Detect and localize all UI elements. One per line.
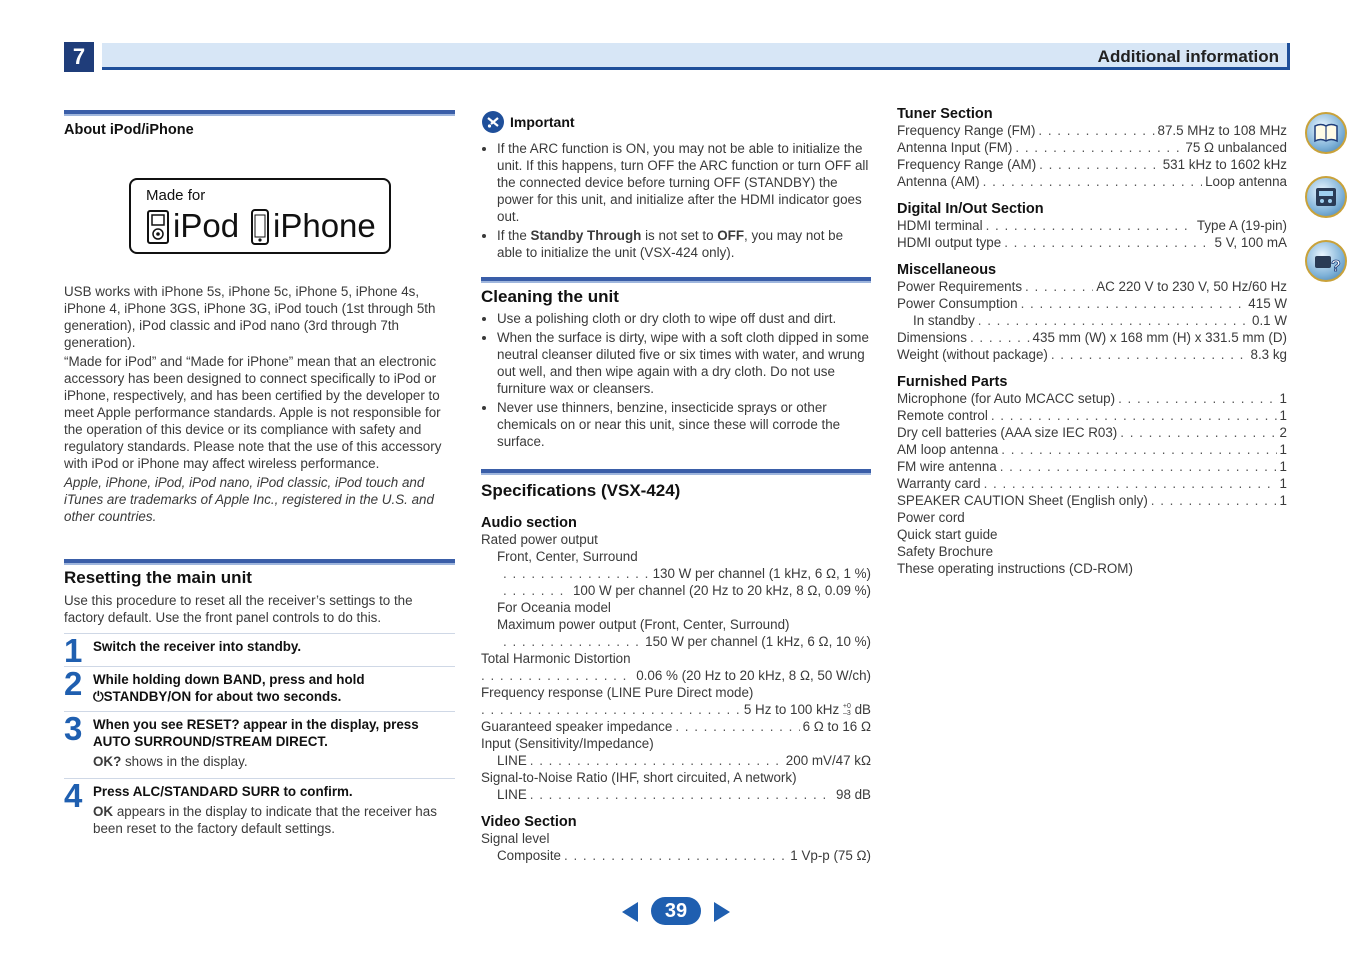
spec-row: AM loop antenna . . . 1 bbox=[897, 441, 1287, 458]
spec-row: Warranty card . . . 1 bbox=[897, 475, 1287, 492]
spec-row: Frequency Range (AM) . . . 531 kHz to 1602 kHz bbox=[897, 156, 1287, 173]
header-bar bbox=[102, 43, 1290, 70]
parts-heading: Furnished Parts bbox=[897, 374, 1008, 390]
middle-column bbox=[481, 110, 871, 864]
spec-text: Front, Center, Surround bbox=[497, 549, 638, 564]
spec-text: Power cord bbox=[897, 510, 965, 525]
step-note: appears in the display to indicate that the receiver has been reset to the factory default settings. bbox=[93, 804, 437, 836]
spec-row: Microphone (for Auto MCACC setup) . . . 1 bbox=[897, 390, 1287, 407]
section-rule bbox=[481, 277, 871, 283]
video-heading: Video Section bbox=[481, 814, 577, 830]
made-for-ipod-iphone-logo bbox=[129, 178, 391, 254]
step-title: Switch the receiver into standby. bbox=[93, 639, 302, 654]
step-number: 4 bbox=[64, 777, 83, 814]
trademark-paragraph: Apple, iPhone, iPod, iPod nano, iPod classic, iPod touch and iTunes are trademarks of Apple Inc., registered in the U.S. and other countries. bbox=[64, 475, 434, 524]
spec-row: Power Requirements . . . AC 220 V to 230 V, 50 Hz/60 Hz bbox=[897, 278, 1287, 295]
spec-row: . . . 130 W per channel (1 kHz, 6 Ω, 1 %) bbox=[481, 565, 871, 582]
spec-text: For Oceania model bbox=[497, 600, 611, 615]
ipod-heading: About iPod/iPhone bbox=[64, 122, 194, 138]
spec-text: Maximum power output (Front, Center, Surround) bbox=[497, 617, 790, 632]
important-label: Important bbox=[510, 113, 575, 130]
spec-row: In standby . . . 0.1 W bbox=[897, 312, 1287, 329]
spec-row: . . . 150 W per channel (1 kHz, 6 Ω, 10 %) bbox=[481, 633, 871, 650]
spec-row: Antenna (AM) . . . Loop antenna bbox=[897, 173, 1287, 190]
digital-heading: Digital In/Out Section bbox=[897, 201, 1044, 217]
page-number: 39 bbox=[651, 897, 701, 925]
spec-row: Weight (without package) . . . 8.3 kg bbox=[897, 346, 1287, 363]
spec-row: HDMI terminal . . . Type A (19-pin) bbox=[897, 217, 1287, 234]
spec-row: Power Consumption . . . 415 W bbox=[897, 295, 1287, 312]
important-icon bbox=[481, 110, 505, 134]
step-note: shows in the display. bbox=[121, 754, 248, 769]
header-title: Additional information bbox=[1097, 47, 1279, 66]
reset-intro: Use this procedure to reset all the receiver’s settings to the factory default. Use the front panel controls to do this. bbox=[64, 593, 413, 625]
list-item: • Use a polishing cloth or dry cloth to wipe off dust and dirt. bbox=[497, 310, 871, 327]
spec-row: . . . 0.06 % (20 Hz to 20 kHz, 8 Ω, 50 W/ch) bbox=[481, 667, 871, 684]
audio-heading: Audio section bbox=[481, 515, 577, 531]
step-1 bbox=[64, 632, 455, 669]
step-number: 1 bbox=[64, 632, 83, 669]
cleaning-heading: Cleaning the unit bbox=[481, 287, 619, 306]
spec-row: . . . 100 W per channel (20 Hz to 20 kHz, 8 Ω, 0.09 %) bbox=[481, 582, 871, 599]
spec-text: Signal-to-Noise Ratio (IHF, short circuited, A network) bbox=[481, 770, 797, 785]
spec-text: Signal level bbox=[481, 831, 550, 846]
step-4 bbox=[64, 778, 455, 837]
section-rule bbox=[64, 559, 455, 565]
spec-row: Guaranteed speaker impedance . . . 6 Ω to 16 Ω bbox=[481, 718, 871, 735]
spec-text: Frequency response (LINE Pure Direct mode) bbox=[481, 685, 754, 700]
reset-section bbox=[64, 559, 455, 837]
spec-row: LINE . . . 200 mV/47 kΩ bbox=[481, 752, 871, 769]
iphone-icon bbox=[251, 209, 269, 245]
spec-row: HDMI output type . . . 5 V, 100 mA bbox=[897, 234, 1287, 251]
spec-text: These operating instructions (CD-ROM) bbox=[897, 561, 1133, 576]
list-item: • If the Standby Through is not set to OFF, you may not be able to initialize the unit (VSX-424 only). bbox=[497, 227, 871, 261]
prev-page-icon[interactable] bbox=[620, 900, 640, 924]
step-note-bold: OK? bbox=[93, 754, 122, 769]
book-icon[interactable] bbox=[1305, 112, 1347, 154]
step-3 bbox=[64, 711, 455, 776]
list-item: • Never use thinners, benzine, insecticide sprays or other chemicals on or near this unit, since these will corrode the surface. bbox=[497, 399, 871, 450]
step-title: When you see RESET? appear in the display, press AUTO SURROUND/STREAM DIRECT. bbox=[93, 717, 419, 749]
spec-text: Safety Brochure bbox=[897, 544, 994, 559]
spec-text: Total Harmonic Distortion bbox=[481, 651, 631, 666]
tuner-heading: Tuner Section bbox=[897, 106, 993, 122]
step-title: While holding down BAND, press and hold ⏻STANDBY/ON for about two seconds. bbox=[93, 672, 365, 704]
section-rule bbox=[64, 110, 455, 116]
important-list bbox=[481, 140, 871, 261]
spec-text: Input (Sensitivity/Impedance) bbox=[481, 736, 654, 751]
step-title: Press ALC/STANDARD SURR to confirm. bbox=[93, 784, 353, 799]
ipod-compat-paragraph: USB works with iPhone 5s, iPhone 5c, iPhone 5, iPhone 4s, iPhone 4, iPhone 3GS, iPhone 3G, iPod touch (1st through 5th generation), iPod classic and iPod nano (3rd through 7th generation). bbox=[64, 284, 436, 350]
logo-ipod: iPod bbox=[173, 207, 240, 244]
list-item: • If the ARC function is ON, you may not be able to initialize the unit. If this happens, turn OFF the ARC function or turn OFF all the connected device before turning OFF (STANDBY) the power for this unit, and initialize after the HDMI indicator goes out. bbox=[497, 140, 871, 225]
spec-row: LINE . . . 98 dB bbox=[481, 786, 871, 803]
spec-text: Rated power output bbox=[481, 532, 598, 547]
misc-heading: Miscellaneous bbox=[897, 262, 997, 278]
help-icon[interactable] bbox=[1305, 240, 1347, 282]
specs-heading: Specifications (VSX-424) bbox=[481, 481, 681, 500]
spec-row: Frequency Range (FM) . . . 87.5 MHz to 108 MHz bbox=[897, 122, 1287, 139]
spec-row: FM wire antenna . . . 1 bbox=[897, 458, 1287, 475]
spec-row: SPEAKER CAUTION Sheet (English only) . . . 1 bbox=[897, 492, 1287, 509]
step-number: 2 bbox=[64, 665, 83, 702]
freq-tolerance: +0 –3 bbox=[842, 703, 851, 718]
spec-row: Antenna Input (FM) . . . 75 Ω unbalanced bbox=[897, 139, 1287, 156]
spec-text: Quick start guide bbox=[897, 527, 998, 542]
step-2 bbox=[64, 666, 455, 709]
spec-row: Remote control . . . 1 bbox=[897, 407, 1287, 424]
spec-row: Dry cell batteries (AAA size IEC R03) . . . 2 bbox=[897, 424, 1287, 441]
list-item: • When the surface is dirty, wipe with a soft cloth dipped in some neutral cleanser diluted five or six times with water, and wrung out well, and then wipe again with a dry cloth. Do not use furniture wax or cleansers. bbox=[497, 329, 871, 397]
spec-row: Composite . . . 1 Vp-p (75 Ω) bbox=[481, 847, 871, 864]
spec-row: . . . 5 Hz to 100 kHz +0 –3 dB bbox=[481, 701, 871, 718]
cleaning-list bbox=[481, 310, 871, 450]
section-rule bbox=[481, 469, 871, 475]
logo-iphone: iPhone bbox=[273, 207, 376, 244]
spec-row: Dimensions . . . 435 mm (W) x 168 mm (H) x 331.5 mm (D) bbox=[897, 329, 1287, 346]
left-column bbox=[64, 110, 455, 138]
step-note-bold: OK bbox=[93, 804, 114, 819]
logo-made-for: Made for bbox=[146, 187, 206, 204]
reset-heading: Resetting the main unit bbox=[64, 568, 252, 587]
made-for-paragraph: “Made for iPod” and “Made for iPhone” mean that an electronic accessory has been designed to connect specifically to iPod or iPhone, respectively, and has been certified by the developer to meet Apple performance standards. Apple is not responsible for the operation of this device or its compliance with safety and regulatory standards. Please note that the use of this accessory with iPod or iPhone may affect wireless performance. bbox=[64, 354, 442, 471]
chapter-number: 7 bbox=[64, 42, 94, 72]
important-header bbox=[481, 110, 871, 134]
right-column bbox=[897, 106, 1287, 577]
receiver-icon[interactable] bbox=[1305, 176, 1347, 218]
ipod-text bbox=[64, 283, 455, 525]
ipod-icon bbox=[147, 210, 169, 244]
next-page-icon[interactable] bbox=[712, 900, 732, 924]
step-number: 3 bbox=[64, 710, 83, 747]
svg-text:?: ? bbox=[1331, 258, 1341, 275]
